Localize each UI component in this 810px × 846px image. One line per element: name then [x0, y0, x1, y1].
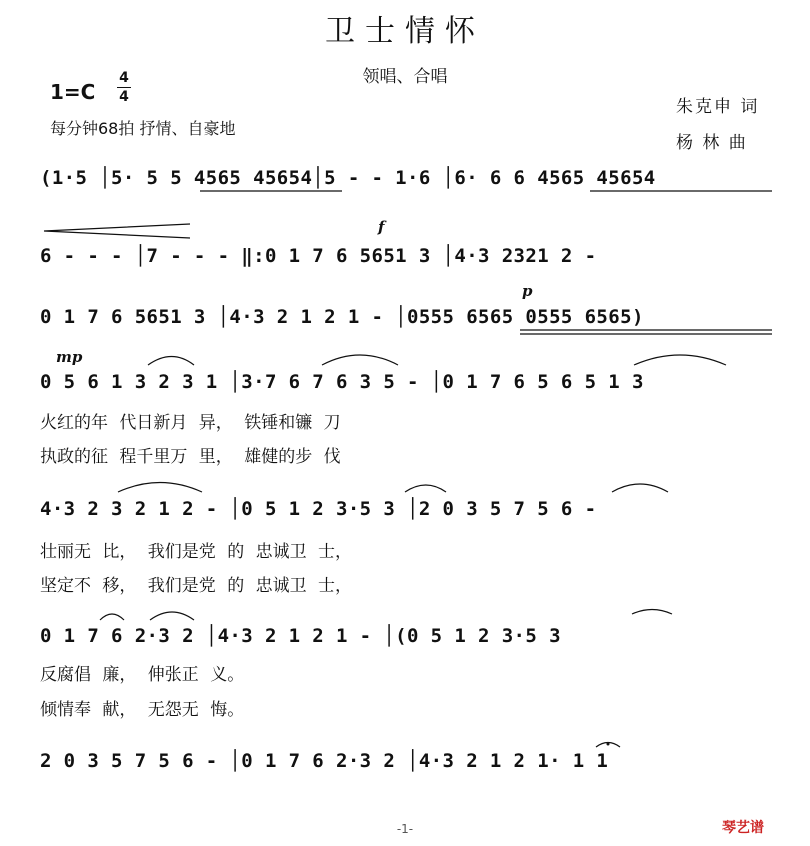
lyric-line-5: 反腐倡 廉， 伸张正 义。 — [40, 665, 245, 685]
score-line-2: 6 - - - │7 - - - ‖:0 1 7 6 5651 3 │4·3 2321 2 - — [40, 245, 597, 267]
lyric-line-2: 执政的征 程千里万 里， 雄健的步 伐 — [40, 447, 341, 467]
key-signature: 1=C — [50, 80, 96, 104]
time-signature-bottom: 4 — [119, 89, 129, 105]
slur-arc — [632, 610, 672, 615]
composer-credit: 杨 林 曲 — [676, 133, 748, 153]
song-subtitle: 领唱、合唱 — [362, 67, 448, 87]
score-line-3: 0 1 7 6 5651 3 │4·3 2 1 2 1 - │0555 6565 0555 6565) — [40, 306, 644, 328]
crescendo-hairpin — [44, 224, 190, 238]
slur-arc — [405, 485, 446, 492]
slur-arc — [322, 355, 398, 365]
tempo-marking: 每分钟68拍 抒情、自豪地 — [50, 119, 236, 138]
lyric-line-1: 火红的年 代日新月 异， 铁锤和镰 刀 — [40, 413, 341, 433]
site-logo: 琴艺谱 — [722, 820, 764, 836]
song-title: 卫士情怀 — [325, 14, 485, 49]
slur-arc — [634, 355, 726, 365]
lyric-line-4: 坚定不 移， 我们是党 的 忠诚卫 士， — [40, 576, 353, 596]
dynamic-piano: p — [522, 282, 533, 300]
score-line-4: 0 5 6 1 3 2 3 1 │3·7 6 7 6 3 5 - │0 1 7 6 5 6 5 1 3 — [40, 371, 644, 393]
dynamic-mezzo-piano: mp — [56, 348, 83, 366]
score-line-7: 2 0 3 5 7 5 6 - │0 1 7 6 2·3 2 │4·3 2 1 2 1· 1 1 — [40, 750, 609, 772]
slur-arc — [612, 484, 668, 492]
slur-arc — [100, 614, 124, 620]
dynamic-forte: f — [378, 218, 385, 236]
score-line-1: (1·5 │5· 5 5 4565 45654│5 - - 1·6 │6· 6 6 4565 45654 — [40, 167, 656, 189]
score-line-6: 0 1 7 6 2·3 2 │4·3 2 1 2 1 - │(0 5 1 2 3·5 3 — [40, 625, 561, 647]
score-line-5: 4·3 2 3 2 1 2 - │0 5 1 2 3·5 3 │2 0 3 5 7 5 6 - — [40, 498, 597, 520]
slur-arc — [118, 483, 202, 493]
lyricist-credit: 朱克申 词 — [676, 97, 760, 117]
page-number: -1- — [396, 822, 414, 836]
slur-arc — [148, 357, 194, 366]
time-signature-top: 4 — [119, 70, 129, 86]
lyric-line-3: 壮丽无 比， 我们是党 的 忠诚卫 士， — [40, 542, 353, 562]
slur-arc — [150, 612, 194, 620]
lyric-line-6: 倾情奉 献， 无怨无 悔。 — [40, 700, 245, 720]
fermata-dot — [607, 743, 610, 746]
